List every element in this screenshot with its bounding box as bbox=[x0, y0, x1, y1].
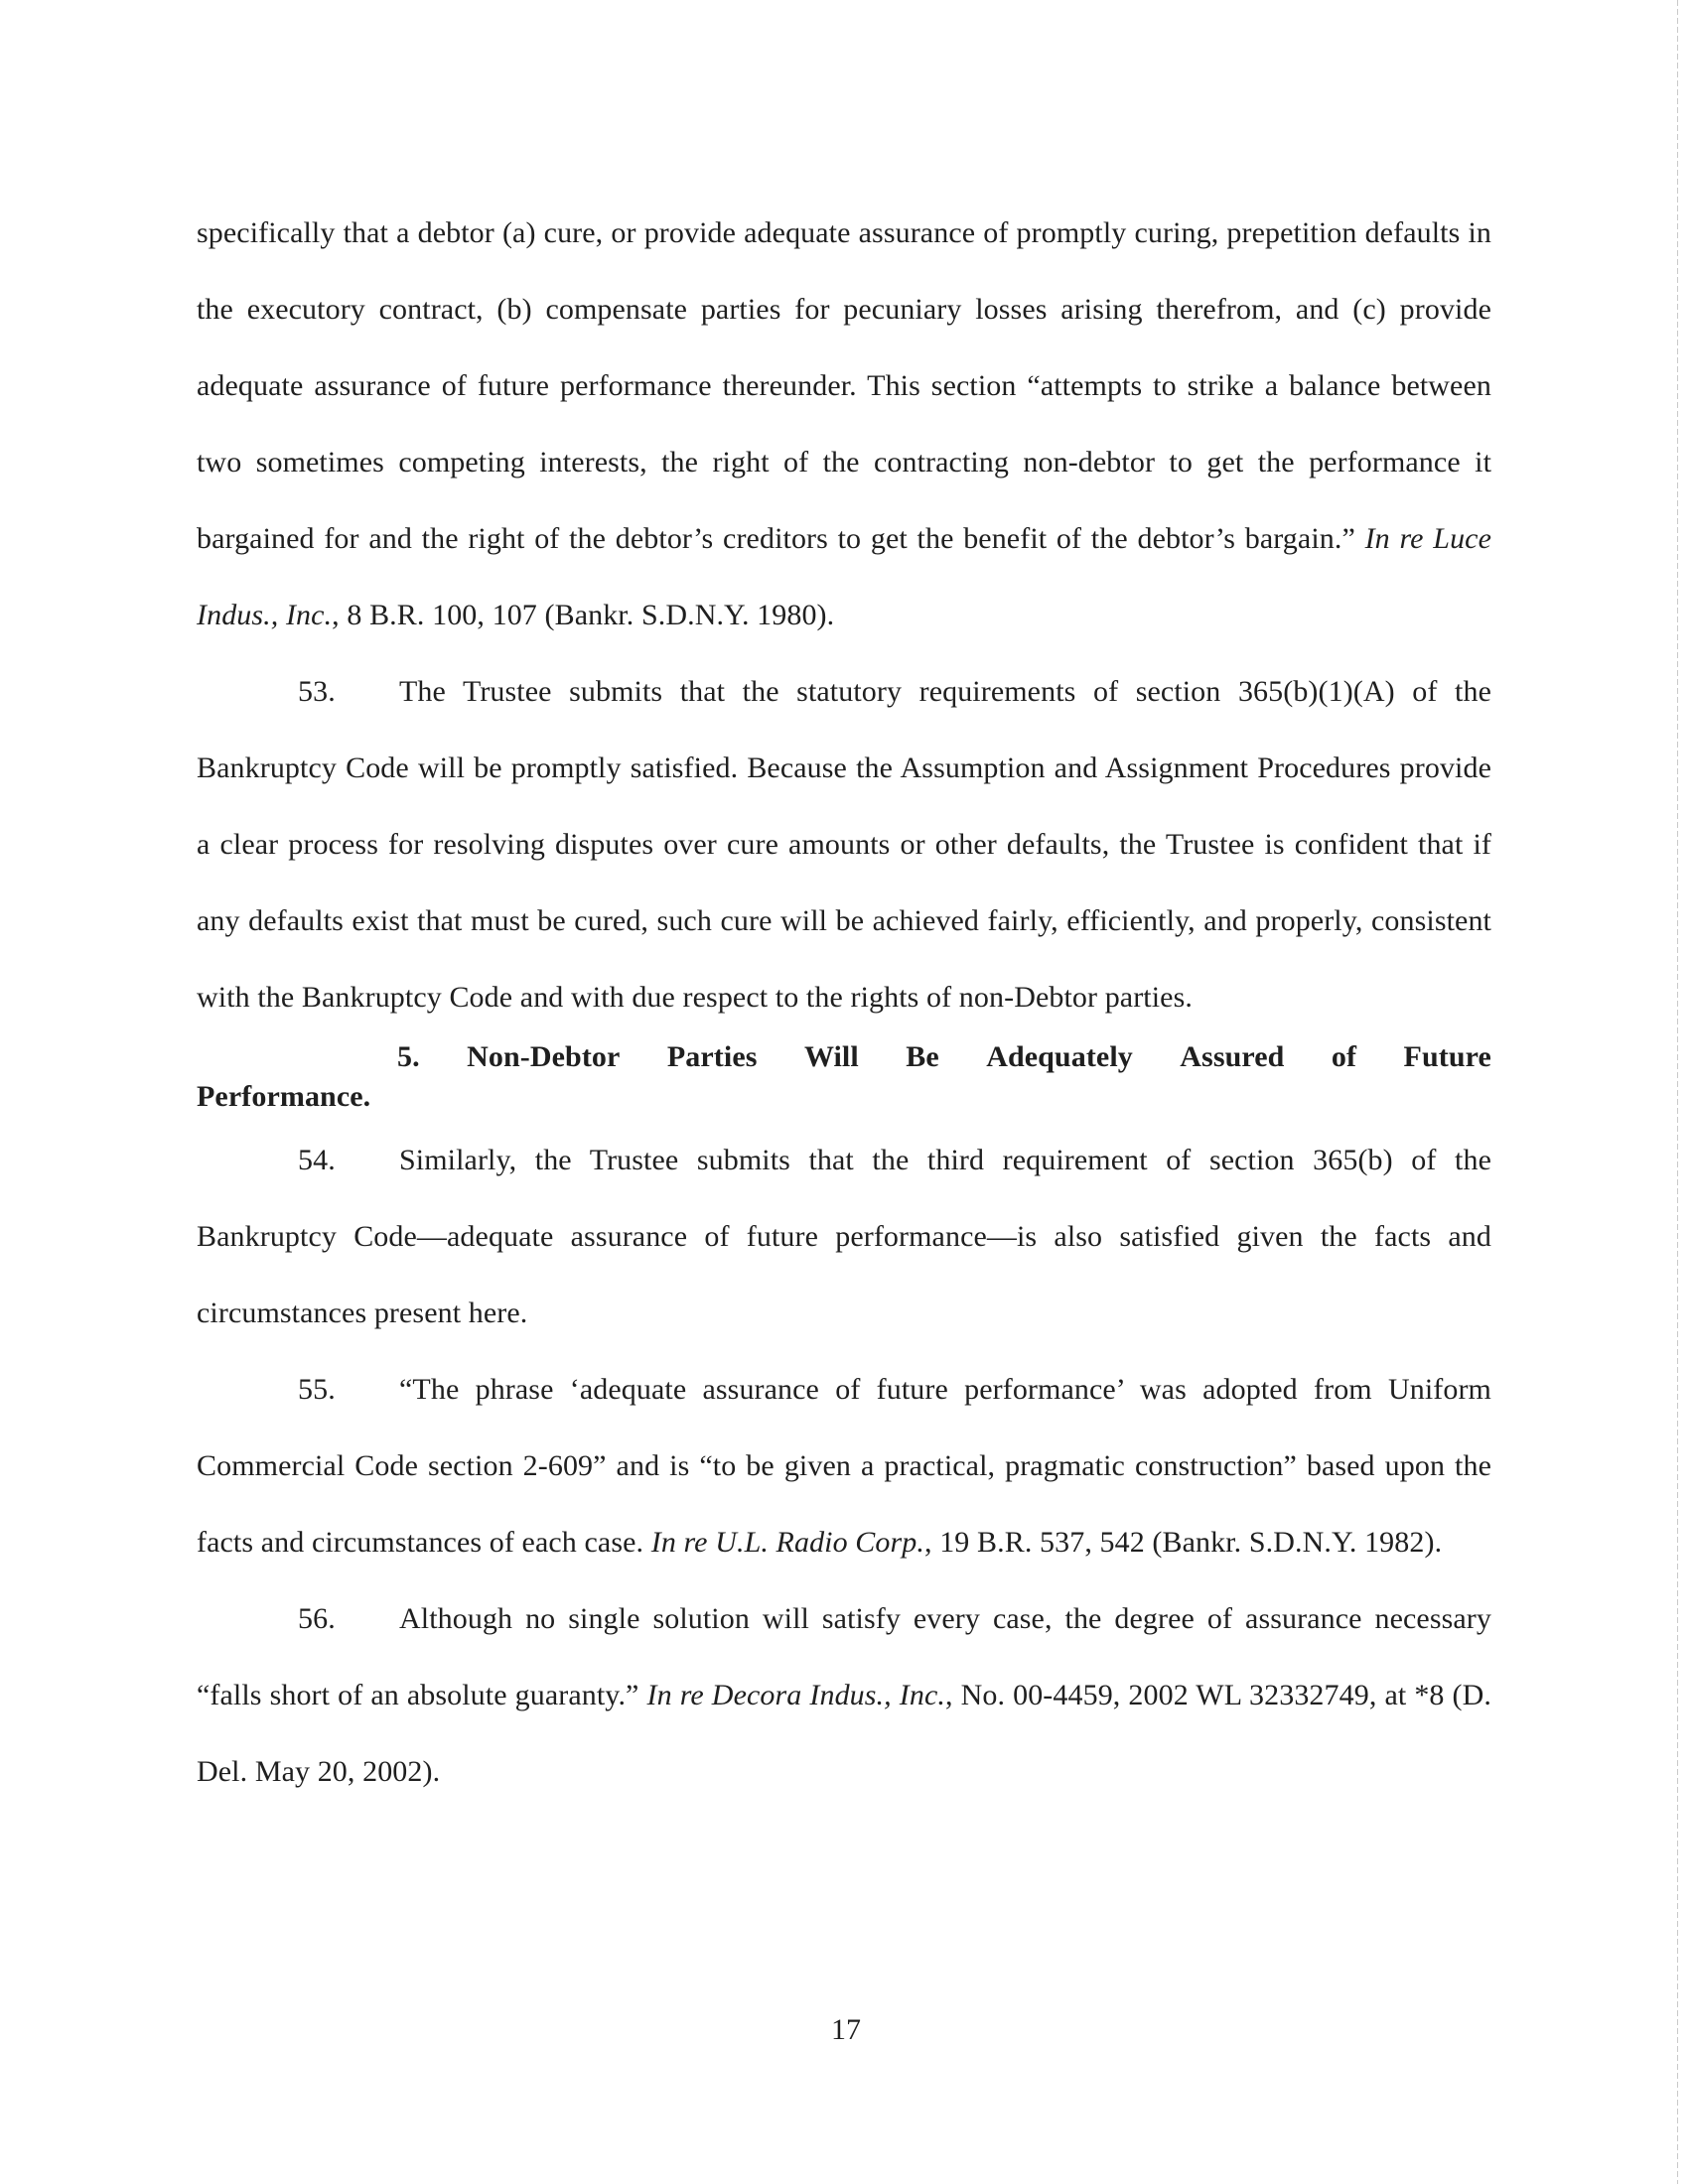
paragraph-52-continuation: specifically that a debtor (a) cure, or provide adequate assurance of promptly curing, prepetition defaults in the executory contract, (b) compensate parties for pecuniary losses arising therefrom, and (c) provide adequate assurance of future performance thereunder. This section “attempts to strike a balance between two sometimes competing interests, the right of the contracting non-debtor to get the performance it bargained for and the right of the debtor’s creditors to get the benefit of the debtor’s bargain.” In re Luce Indus., Inc., 8 B.R. 100, 107 (Bankr. S.D.N.Y. 1980). bbox=[197, 216, 1492, 631]
case-citation: In re Luce Indus., Inc. bbox=[197, 522, 1492, 631]
heading-number: 5. bbox=[397, 1040, 420, 1073]
paragraph-54: 54. Similarly, the Trustee submits that the third requirement of section 365(b) of the Bankruptcy Code—adequate assurance of future performance—is also satisfied given the facts and circumstances present here. bbox=[197, 1122, 1491, 1351]
paragraph-number: 55. bbox=[298, 1373, 336, 1406]
scan-edge-line bbox=[1677, 0, 1678, 2184]
paragraph-number: 54. bbox=[298, 1144, 336, 1176]
paragraph-55: 55. “The phrase ‘adequate assurance of future performance’ was adopted from Uniform Commercial Code section 2-609” and is “to be given a practical, pragmatic construction” based upon the facts and circumstances of each case. In re U.L. Radio Corp., 19 B.R. 537, 542 (Bankr. S.D.N.Y. 1982). bbox=[197, 1351, 1491, 1580]
paragraph-number: 56. bbox=[298, 1602, 336, 1635]
page-number: 17 bbox=[831, 2013, 861, 2046]
section-heading-5: 5. Non-Debtor Parties Will Be Adequately Assured of Future Performance. bbox=[197, 1037, 1491, 1117]
document-body bbox=[197, 195, 1491, 1810]
case-citation: In re Decora Indus., Inc. bbox=[646, 1679, 945, 1711]
paragraph-number: 53. bbox=[298, 675, 336, 708]
paragraph-53: 53. The Trustee submits that the statutory requirements of section 365(b)(1)(A) of the Bankruptcy Code will be promptly satisfied. Because the Assumption and Assignment Procedures provide a clear process for resolving disputes over cure amounts or other defaults, the Trustee is confident that if any defaults exist that must be cured, such cure will be achieved fairly, efficiently, and properly, consistent with the Bankruptcy Code and with due respect to the rights of non-Debtor parties. bbox=[197, 653, 1491, 1035]
paragraph-56: 56. Although no single solution will satisfy every case, the degree of assurance necessary “falls short of an absolute guaranty.” In re Decora Indus., Inc., No. 00-4459, 2002 WL 32332749, at *8 (D. Del. May 20, 2002). bbox=[197, 1580, 1491, 1810]
case-citation: In re U.L. Radio Corp. bbox=[650, 1526, 924, 1559]
